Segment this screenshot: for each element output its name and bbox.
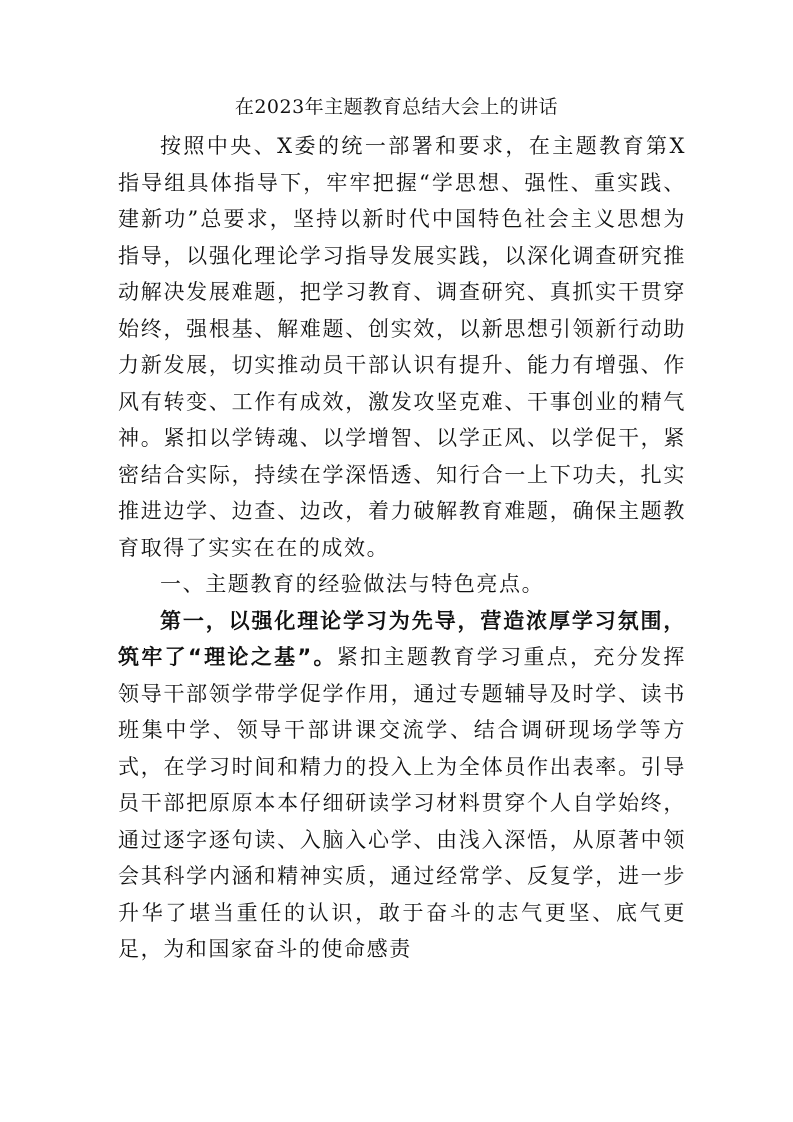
point-one-paragraph — [118, 603, 686, 968]
point-one-lead: 第一，以强化理论学习为先导，营造浓厚学习氛围，筑牢了“理论之基”。 — [118, 608, 686, 669]
document-title: 在2023年主题教育总结大会上的讲话 — [234, 96, 559, 118]
intro-paragraph: 按照中央、X委的统一部署和要求，在主题教育第X指导组具体指导下，牢牢把握“学思想、强性、重实践、建新功”总要求，坚持以新时代中国特色社会主义思想为指导，以强化理论学习指导发展实践，以深化调查研究推动解决发展难题，把学习教育、调查研究、真抓实干贯穿始终，强根基、解难题、创实效，以新思想引领新行动助力新发展，切实推动员干部认识有提升、能力有增强、作风有转变、工作有成效，激发攻坚克难、干事创业的精气神。紧扣以学铸魂、以学增智、以学正风、以学促干，紧密结合实际，持续在学深悟透、知行合一上下功夫，扎实推进边学、边查、边改，着力破解教育难题，确保主题教育取得了实实在在的成效。 — [118, 134, 686, 560]
document-body — [118, 128, 686, 968]
section-heading: 一、主题教育的经验做法与特色亮点。 — [160, 572, 545, 596]
point-one-body: 紧扣主题教育学习重点，充分发挥领导干部领学带学促学作用，通过专题辅导及时学、读书班集中学、领导干部讲课交流学、结合调研现场学等方式，在学习时间和精力的投入上为全体员作出表率。引导员干部把原原本本仔细研读学习材料贯穿个人自学始终，通过逐字逐句读、入脑入心学、由浅入深悟，从原著中领会其科学内涵和精神实质，通过经常学、反复学，进一步升华了堪当重任的认识，敢于奋斗的志气更坚、底气更足，为和国家奋斗的使命感责 — [118, 645, 687, 961]
